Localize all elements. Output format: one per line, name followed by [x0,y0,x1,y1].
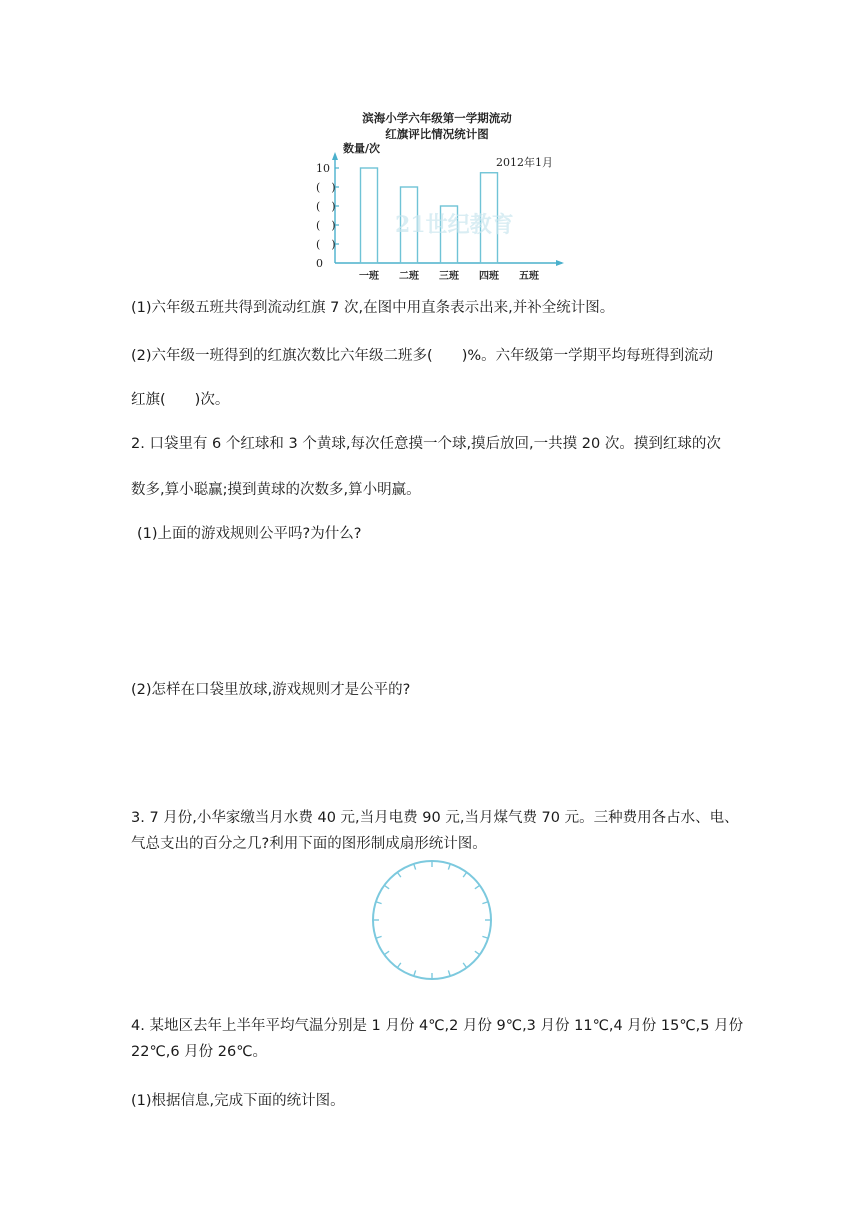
x-tick-label: 二班 [399,271,419,282]
y-axis-arrow [332,152,338,160]
y-tick-label: ( ) [316,181,336,194]
x-axis-arrow [556,260,564,266]
chart-title-line-1: 滨海小学六年级第一学期流动 [362,111,512,125]
pie-tick [475,885,480,889]
y-tick-label: 10 [316,162,330,175]
question-2-line-2: 数多,算小聪赢;摸到黄球的次数多,算小明赢。 [131,482,421,498]
pie-tick [448,970,450,976]
question-2-part-2: (2)怎样在口袋里放球,游戏规则才是公平的? [131,682,411,698]
y-tick-label: ( ) [316,219,336,232]
pie-tick [384,951,389,955]
question-1-part-1: (1)六年级五班共得到流动红旗 7 次,在图中用直条表示出来,并补全统计图。 [131,300,615,316]
question-2-line-1: 2. 口袋里有 6 个红球和 3 个黄球,每次任意摸一个球,摸后放回,一共摸 20 次。摸到红球的次 [131,436,721,452]
question-4-line-1: 4. 某地区去年上半年平均气温分别是 1 月份 4℃,2 月份 9℃,3 月份 11℃,4 月份 15℃,5 月份 [131,1018,744,1034]
pie-circle [373,861,491,979]
y-axis-label: 数量/次 [343,142,381,155]
pie-tick [397,872,401,877]
pie-tick [384,885,389,889]
watermark: 21世纪教育 [395,212,514,238]
pie-tick [475,951,480,955]
pie-tick [463,963,467,968]
pie-tick [397,963,401,968]
chart-date: 2012年1月 [496,156,553,169]
question-4-line-2: 22℃,6 月份 26℃。 [131,1044,268,1060]
question-4-part-1: (1)根据信息,完成下面的统计图。 [131,1093,345,1109]
pie-tick [376,936,382,938]
y-tick-label: ( ) [316,200,336,213]
question-1-part-2-line-1: (2)六年级一班得到的红旗次数比六年级二班多( )%。六年级第一学期平均每班得到流动 [131,348,714,364]
x-tick-label: 三班 [439,271,459,282]
bar [361,168,378,263]
x-tick-label: 四班 [479,271,499,282]
pie-tick [448,864,450,870]
question-3-line-1: 3. 7 月份,小华家缴当月水费 40 元,当月电费 90 元,当月煤气费 70 元。三种费用各占水、电、 [131,810,739,826]
pie-tick [482,902,488,904]
x-tick-label: 一班 [359,271,379,282]
pie-tick [414,864,416,870]
x-tick-label: 五班 [519,271,539,282]
pie-tick [482,936,488,938]
y-tick-label: 0 [316,257,323,270]
question-2-part-1: (1)上面的游戏规则公平吗?为什么? [137,526,362,542]
chart-title-line-2: 红旗评比情况统计图 [385,127,489,141]
question-3-line-2: 气总支出的百分之几?利用下面的图形制成扇形统计图。 [131,836,487,852]
pie-tick [463,872,467,877]
y-tick-label: ( ) [316,238,336,251]
question-1-part-2-line-2: 红旗( )次。 [131,392,230,408]
pie-tick [376,902,382,904]
pie-tick [414,970,416,976]
